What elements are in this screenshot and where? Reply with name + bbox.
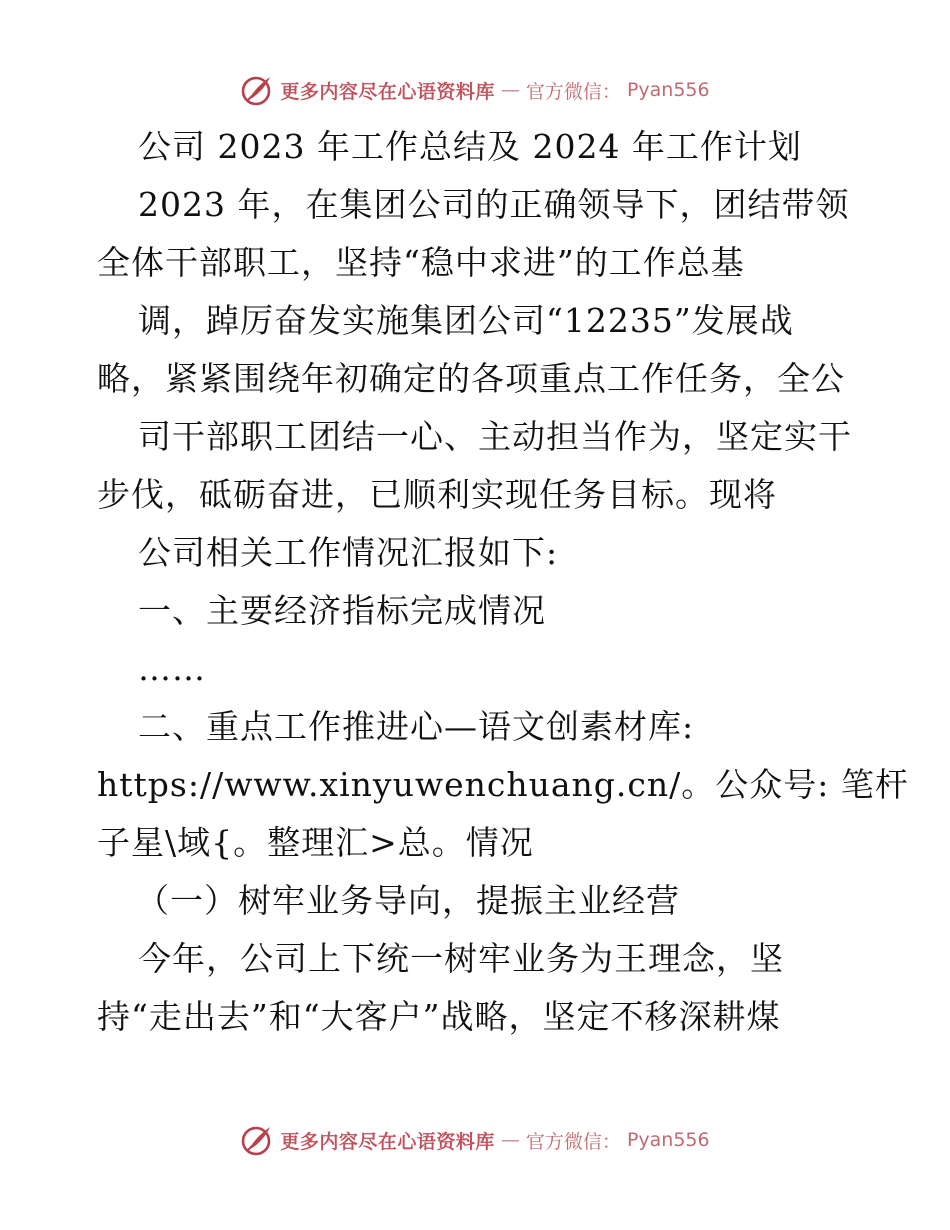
paragraph-line: 2023 年，在集团公司的正确领导下，团结带领 bbox=[138, 185, 850, 224]
header-watermark bbox=[0, 72, 950, 108]
quill-logo-icon bbox=[240, 73, 274, 107]
paragraph-line: 全体干部职工，坚持“稳中求进”的工作总基 bbox=[97, 243, 745, 282]
footer-watermark bbox=[0, 1122, 950, 1158]
paragraph-line: 持“走出去”和“大客户”战略，坚定不移深耕煤 bbox=[97, 997, 781, 1036]
ellipsis-line: …… bbox=[138, 649, 206, 688]
paragraph-line: 调，踔厉奋发实施集团公司“12235”发展战 bbox=[138, 301, 794, 340]
paragraph-line: 司干部职工团结一心、主动担当作为，坚定实干 bbox=[138, 417, 852, 456]
quill-logo-icon bbox=[240, 1123, 274, 1157]
watermark-wechat-id: Pyan556 bbox=[626, 79, 710, 101]
document-title: 公司 2023 年工作总结及 2024 年工作计划 bbox=[138, 127, 802, 166]
paragraph-line: 子星\域{。整理汇>总。情况 bbox=[97, 823, 534, 862]
subsection-heading: （一）树牢业务导向，提振主业经营 bbox=[136, 881, 680, 920]
watermark-text: 更多内容尽在心语资料库 bbox=[280, 80, 495, 103]
paragraph-line: 步伐，砥砺奋进，已顺利实现任务目标。现将 bbox=[97, 475, 777, 514]
section-heading: 一、主要经济指标完成情况 bbox=[138, 591, 546, 630]
watermark-dash: — bbox=[500, 79, 520, 101]
watermark-wechat-label: 官方微信： bbox=[525, 80, 621, 103]
paragraph-line: 略，紧紧围绕年初确定的各项重点工作任务，全公 bbox=[97, 359, 845, 398]
watermark-text: 更多内容尽在心语资料库 bbox=[280, 1130, 495, 1153]
watermark-wechat-id: Pyan556 bbox=[626, 1129, 710, 1151]
watermark-wechat-label: 官方微信： bbox=[525, 1130, 621, 1153]
paragraph-line: 公司相关工作情况汇报如下: bbox=[138, 533, 559, 572]
watermark-dash: — bbox=[500, 1129, 520, 1151]
paragraph-line: 今年，公司上下统一树牢业务为王理念，坚 bbox=[138, 939, 784, 978]
section-heading: 二、重点工作推进心—语文创素材库: bbox=[138, 707, 695, 746]
paragraph-line: https://www.xinyuwenchuang.cn/。公众号: 笔杆 bbox=[97, 765, 909, 804]
